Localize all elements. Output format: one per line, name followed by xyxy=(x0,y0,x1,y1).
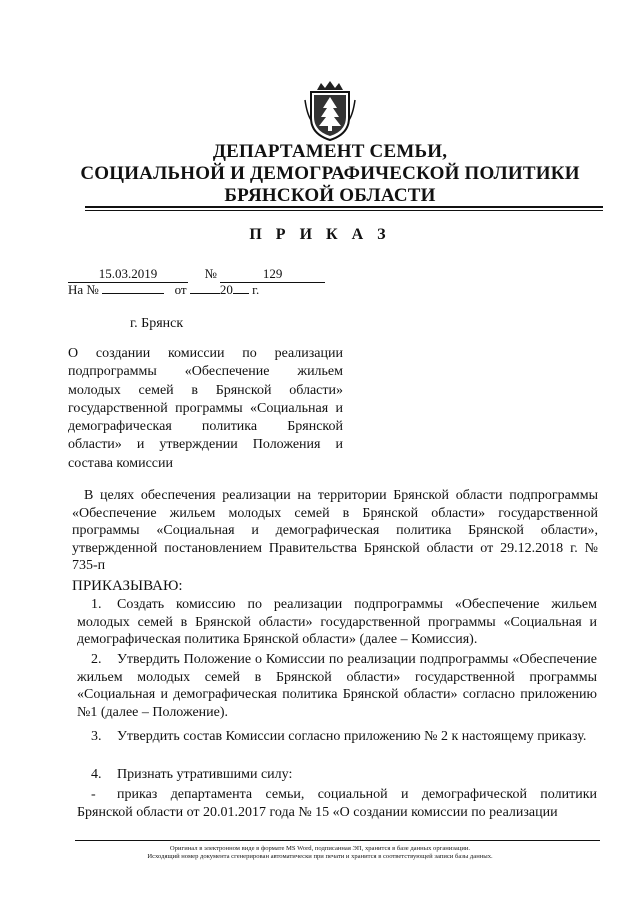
reference-row xyxy=(68,282,259,298)
year-label: г. xyxy=(252,282,260,297)
order-item xyxy=(77,596,597,649)
footer-note-2: Исходящий номер документа сгенерирован автоматически при печати и хранится в соответствующей записи базы данных. xyxy=(147,853,493,860)
from-label: от xyxy=(174,282,187,297)
order-sub-item xyxy=(77,786,597,821)
year-prefix: 20 xyxy=(219,282,233,297)
order-subject: О создании комиссии по реализации подпрограммы «Обеспечение жильем молодых семей в Брянской области» государственной программы «Социальная и демографическая политика Брянской области» и утверждении Положения и состава комиссии xyxy=(68,346,343,471)
item-number: 3. xyxy=(91,729,102,744)
order-date-number-row xyxy=(68,266,325,283)
department-title-line1: ДЕПАРТАМЕНТ СЕМЬИ, xyxy=(212,141,448,162)
order-item xyxy=(77,651,597,721)
reference-day xyxy=(190,293,220,294)
item-bullet: - xyxy=(91,787,96,802)
reference-label: На № xyxy=(68,282,99,297)
reference-number xyxy=(102,293,164,294)
order-preamble: В целях обеспечения реализации на территории Брянской области подпрограммы «Обеспечение жильем молодых семей в Брянской области» государственной программы «Социальная и демографическая политика Брянской области», утвержденной постановлением Правительства Брянской области от 29.12.2018 г. № 735-п xyxy=(72,488,598,573)
item-number: 2. xyxy=(91,652,102,667)
document-type-heading: П Р И К А З xyxy=(249,226,391,243)
order-number: 129 xyxy=(220,266,325,283)
number-label: № xyxy=(204,266,217,281)
item-text: Признать утратившими силу: xyxy=(117,767,293,782)
department-title-line3: БРЯНСКОЙ ОБЛАСТИ xyxy=(224,185,436,206)
footer-divider xyxy=(75,840,600,841)
item-text: Создать комиссию по реализации подпрограммы «Обеспечение жильем молодых семей в Брянской области» государственной программы «Социальная и демографическая политика Брянской области» (далее – Комиссия). xyxy=(77,597,597,647)
footer-note-1: Оригинал в электронном виде в формате MS Word, подписанная ЭП, хранится в базе данных организации. xyxy=(169,845,471,852)
order-item xyxy=(77,728,597,746)
city-name: г. Брянск xyxy=(130,316,184,331)
coat-of-arms-icon xyxy=(303,80,357,142)
year-suffix xyxy=(233,293,249,294)
header-divider-thick xyxy=(85,206,603,208)
order-date: 15.03.2019 xyxy=(68,266,188,283)
order-directive-word: ПРИКАЗЫВАЮ: xyxy=(72,578,183,594)
item-text: Утвердить Положение о Комиссии по реализации подпрограммы «Обеспечение жильем молодых семей в Брянской области» государственной программы «Социальная и демографическая политика Брянской области» согласно приложению №1 (далее – Положение). xyxy=(77,652,597,720)
order-item xyxy=(77,766,597,784)
header-divider-thin xyxy=(85,210,603,211)
item-number: 4. xyxy=(91,767,102,782)
item-text: Утвердить состав Комиссии согласно приложению № 2 к настоящему приказу. xyxy=(117,729,587,744)
item-number: 1. xyxy=(91,597,102,612)
department-title-line2: СОЦИАЛЬНОЙ И ДЕМОГРАФИЧЕСКОЙ ПОЛИТИКИ xyxy=(80,163,580,184)
item-text: приказ департамента семьи, социальной и демографической политики Брянской области от 20.01.2017 года № 15 «О создании комиссии по реализации xyxy=(77,787,597,820)
